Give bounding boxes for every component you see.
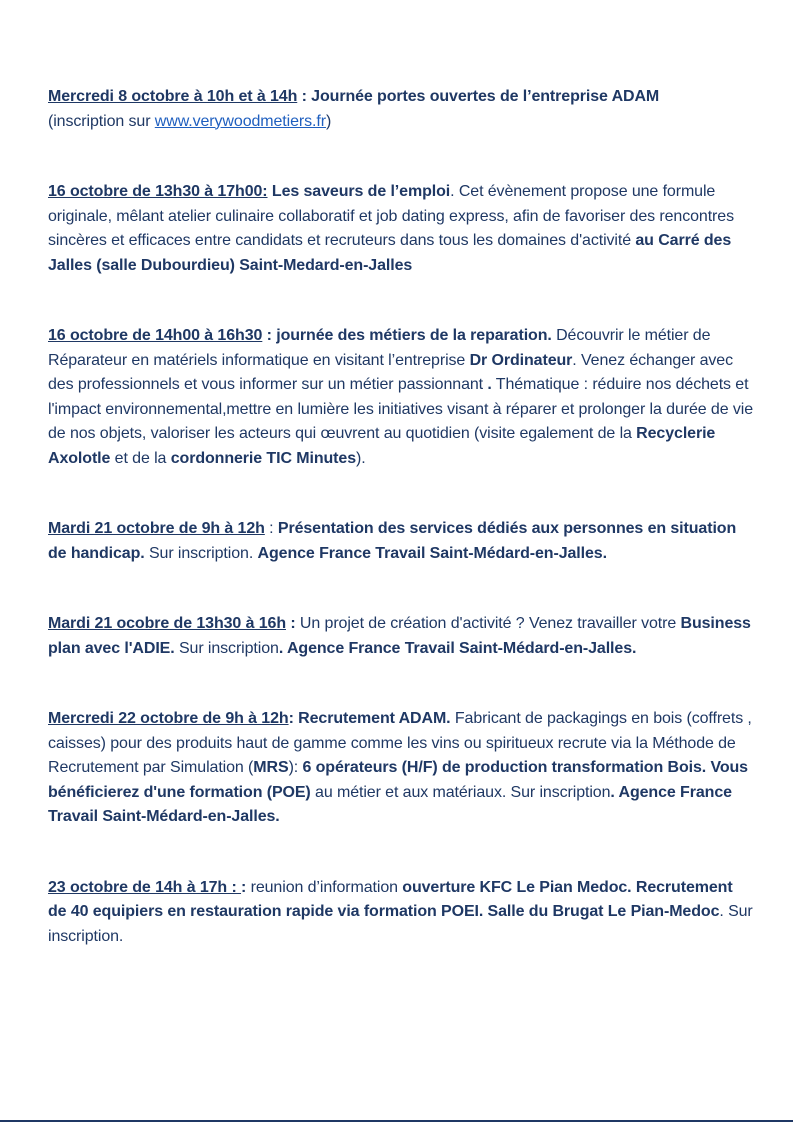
- event-title: Les saveurs de l’emploi: [271, 183, 451, 200]
- event-text: . Cet évènement propose une formule originale, mêlant atelier culinaire collaboratif et job dating express, afin de favoriser des rencontres sincères et efficaces entre candidats et recruteurs dans tous les domaines d'activité: [48, 183, 734, 249]
- event-item: [48, 612, 753, 661]
- event-text: Découvrir le métier de Réparateur en matériels informatique en visitant l’entreprise: [48, 327, 711, 369]
- event-date: 16 octobre de 13h30 à 17h00:: [48, 183, 268, 200]
- event-title: Présentation des services dédiés aux personnes en situation de handicap.: [48, 520, 737, 562]
- event-date: Mardi 21 octobre de 9h à 12h: [48, 520, 265, 537]
- event-text: Sur inscription.: [144, 544, 258, 562]
- event-separator: :: [264, 520, 278, 537]
- event-place: cordonnerie TIC Minutes: [170, 449, 356, 467]
- event-separator: :: [286, 615, 296, 632]
- event-text: au métier et aux matériaux. Sur inscription: [310, 783, 611, 801]
- event-text: Sur inscription: [174, 639, 279, 657]
- event-separator: :: [297, 88, 312, 105]
- event-title: Business plan avec l'ADIE.: [48, 615, 751, 657]
- event-acronym: MRS: [253, 759, 289, 776]
- event-separator: :: [241, 878, 247, 896]
- event-text: et de la: [110, 449, 171, 467]
- event-text: (inscription sur: [48, 112, 155, 130]
- event-item: [48, 180, 753, 278]
- event-item: [48, 85, 753, 134]
- page-bottom-divider: [0, 1120, 793, 1122]
- event-location: . Agence France Travail Saint-Médard-en-Jalles.: [278, 639, 637, 657]
- event-title: Journée portes ouvertes de l’entreprise ADAM: [311, 88, 660, 105]
- event-item: [48, 517, 753, 566]
- event-date: 16 octobre de 14h00 à 16h30: [48, 327, 263, 344]
- event-text: reunion d’information: [246, 878, 403, 896]
- event-list: [48, 85, 753, 949]
- event-text: ): [325, 112, 332, 130]
- event-date: 23 octobre de 14h à 17h :: [48, 878, 242, 896]
- website-link[interactable]: www.verywoodmetiers.fr: [154, 112, 326, 130]
- event-date: Mercredi 22 octobre de 9h à 12h: [48, 710, 289, 727]
- event-date: Mercredi 8 octobre à 10h et à 14h: [48, 88, 298, 105]
- event-item: [48, 707, 753, 830]
- event-item: [48, 324, 753, 471]
- event-dot: .: [487, 376, 492, 393]
- event-text: . Venez échanger avec des professionnels et vous informer sur un métier passionnant: [48, 351, 733, 393]
- event-text: Fabricant de packagings en bois (coffrets , caisses) pour des produits haut de gamme comme les vins ou spiritueux recrute via la Méthode de Recrutement par Simulation (: [48, 710, 752, 776]
- event-item: [48, 876, 753, 950]
- event-location: Agence France Travail Saint-Médard-en-Jalles.: [257, 544, 607, 562]
- event-date: Mardi 21 ocobre de 13h30 à 16h: [48, 615, 286, 632]
- event-title: ouverture KFC Le Pian Medoc. Recrutement de 40 equipiers en restauration rapide via formation POEI. Salle du Brugat Le Pian-Medoc: [48, 878, 733, 920]
- event-text: Un projet de création d'activité ? Venez travailler votre: [295, 615, 681, 632]
- event-text: ).: [356, 449, 366, 467]
- event-text: ):: [288, 759, 303, 776]
- event-place: Recyclerie Axolotle: [48, 425, 716, 467]
- event-title: : Recrutement ADAM.: [288, 710, 451, 727]
- event-text: . Sur inscription.: [48, 903, 753, 945]
- event-location: au Carré des Jalles (salle Dubourdieu) Saint-Medard-en-Jalles: [48, 232, 732, 274]
- event-text: Thématique : réduire nos déchets et l'impact environnemental,mettre en lumière les initiatives visant à réparer et prolonger la durée de vie de nos objets, valoriser les acteurs qui œuvrent au quotidien (visite egalement de la: [48, 376, 754, 442]
- event-highlight: 6 opérateurs (H/F) de production transformation Bois. Vous bénéficierez d'une formation (POE): [48, 759, 748, 801]
- event-company: Dr Ordinateur: [469, 351, 573, 369]
- event-title: : journée des métiers de la reparation.: [262, 327, 552, 344]
- event-location: . Agence France Travail Saint-Médard-en-Jalles.: [48, 783, 732, 825]
